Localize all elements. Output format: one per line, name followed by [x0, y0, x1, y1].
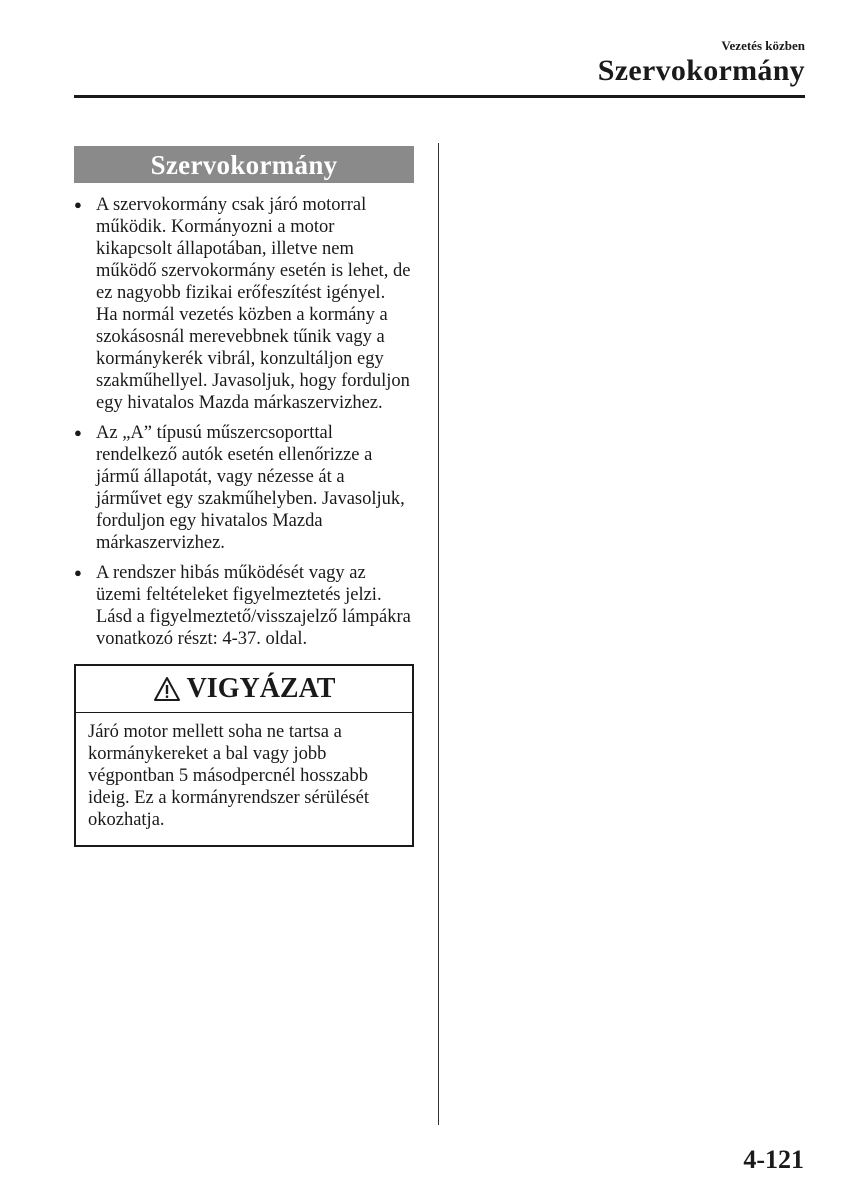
header-divider [74, 95, 805, 98]
bullet-text: A rendszer hibás működését vagy az üzemi feltételeket figyelmeztetés jelzi. Lásd a figyelmeztető/visszajelző lámpákra vonatkozó részt: 4-37. oldal. [96, 563, 411, 649]
section-banner: Szervokormány [74, 146, 414, 183]
warning-triangle-icon [153, 676, 181, 702]
caution-title: VIGYÁZAT [186, 673, 336, 704]
section-header: Vezetés közben [721, 38, 805, 53]
bullet-text: Az „A” típusú műszercsoporttal rendelkező autók esetén ellenőrizze a jármű állapotát, vagy nézesse át a járművet egy szakműhelyben. Javasoljuk, forduljon egy hivatalos Mazda márkaszervizhez. [96, 423, 405, 553]
bullet-icon: ● [74, 565, 82, 580]
list-item [74, 562, 414, 650]
left-column [74, 146, 414, 847]
bullet-icon: ● [74, 425, 82, 440]
bullet-text: A szervokormány csak járó motorral működik. Kormányozni a motor kikapcsolt állapotában, illetve nem működő szervokormány esetén is lehet, de ez nagyobb fizikai erőfeszítést igényel. [96, 195, 411, 303]
list-item [74, 194, 414, 414]
bullet-list [74, 194, 414, 650]
column-divider [438, 143, 439, 1125]
bullet-icon: ● [74, 197, 82, 212]
list-item [74, 422, 414, 554]
page-number: 4-121 [743, 1145, 804, 1174]
caution-header [76, 666, 412, 713]
bullet-text: Ha normál vezetés közben a kormány a szokásosnál merevebbnek tűnik vagy a kormánykerék vibrál, konzultáljon egy szakműhellyel. Javasoljuk, hogy forduljon egy hivatalos Mazda márkaszervizhez. [96, 305, 410, 413]
caution-text: Járó motor mellett soha ne tartsa a kormánykereket a bal vagy jobb végpontban 5 másodpercnél hosszabb ideig. Ez a kormányrendszer sérülését okozhatja. [88, 722, 369, 830]
page-title: Szervokormány [597, 54, 805, 87]
caution-box [74, 664, 414, 847]
